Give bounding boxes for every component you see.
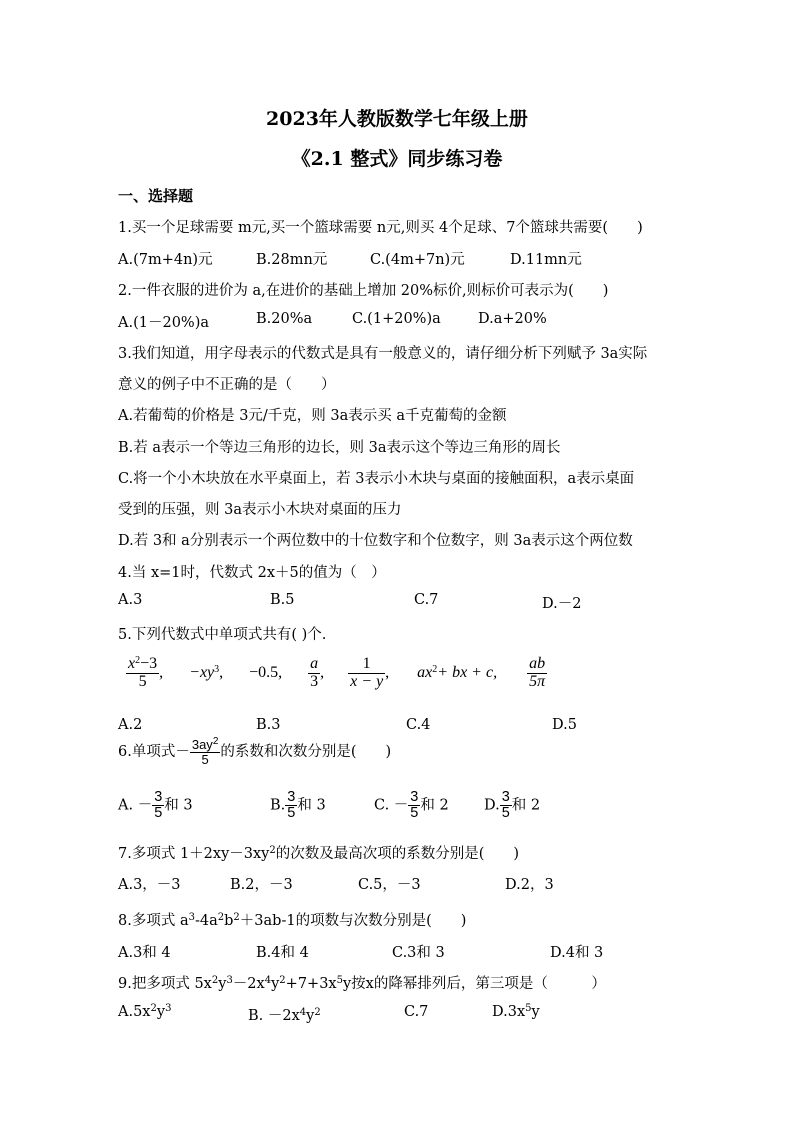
q2-option-a: A.(1－20%)a (118, 315, 209, 331)
q6-option-c: C. － $\frac{3}{5}$ 和 2 (374, 789, 449, 822)
q8-option-b: B.4和 4 (256, 945, 309, 961)
q7-option-b: B.2，－3 (230, 877, 293, 893)
q6-monomial-fraction: $\frac{3ay^2}{5}$ (191, 736, 219, 767)
q5-option-b: B.3 (256, 717, 281, 733)
question-3-line-1: 3.我们知道，用字母表示的代数式是具有一般意义的，请仔细分析下列赋予 3a实际 (118, 346, 648, 362)
q9-option-d: $D.3x^5y$ (492, 1003, 540, 1020)
q4-option-d: D.－2 (542, 596, 582, 612)
q1-option-b: B.28mn元 (256, 252, 328, 268)
q9-option-a: $A.5x^2y^3$ (118, 1003, 172, 1020)
q7-option-c: C.5，－3 (358, 877, 421, 893)
q1-option-a: A.(7m+4n)元 (118, 252, 213, 268)
q1-option-c: C.(4m+7n)元 (370, 252, 465, 268)
q3-option-a: A.若葡萄的价格是 3元/千克，则 3a表示买 a千克葡萄的金额 (118, 408, 507, 424)
q5-option-c: C.4 (406, 717, 431, 733)
q2-option-d: D.a+20% (478, 311, 547, 327)
q1-option-d: D.11mn元 (510, 252, 582, 268)
q4-option-b: B.5 (270, 592, 295, 608)
q3-option-c-line-1: C.将一个小木块放在水平桌面上，若 3表示小木块与桌面的接触面积，a表示桌面 (118, 471, 635, 487)
q2-option-c: C.(1+20%)a (352, 311, 441, 327)
q5-expr-7: $\frac{ab}{5\pi}$ (529, 655, 546, 690)
q8-option-c: C.3和 3 (392, 945, 445, 961)
question-9: 9.把多项式 $5x^2y^3-2x^4y^2+7+3x^5y$按x的降幂排列后，第三项是（ ） (118, 975, 606, 992)
q8-option-a: A.3和 4 (118, 945, 171, 961)
q5-expr-5: $\frac{1}{x - y}$ (350, 655, 384, 690)
question-8: 8.多项式 $a^3-4a^2b^2+3ab-1$的项数与次数分别是( ) (118, 912, 467, 929)
q4-option-a: A.3 (118, 592, 143, 608)
q5-option-a: A.2 (118, 717, 143, 733)
q5-expr-4: $\frac{a}{3}$ (310, 655, 319, 690)
q5-expr-6: $ax^2+$ bx + c, (417, 663, 498, 681)
document-subtitle: 《2.1 整式》同步练习卷 (291, 148, 503, 170)
q8-option-d: D.4和 3 (550, 945, 604, 961)
section-heading: 一、选择题 (118, 187, 194, 205)
q2-option-b: B.20%a (256, 311, 313, 327)
question-3-line-2: 意义的例子中不正确的是（ ） (118, 377, 336, 393)
q5-option-d: D.5 (552, 717, 577, 733)
q7-option-a: A.3，－3 (118, 877, 181, 893)
question-6: 6.单项式－ $\frac{3ay^2}{5}$ 的系数和次数分别是( ) (118, 736, 392, 767)
question-4: 4.当 x=1时，代数式 2x＋5的值为（ ） (118, 565, 386, 581)
document-title: 2023年人教版数学七年级上册 (266, 108, 528, 130)
q3-option-d: D.若 3和 a分别表示一个两位数中的十位数字和个位数字，则 3a表示这个两位数 (118, 533, 633, 549)
q5-expressions: $\frac{x^2-3}{5}$ , $-xy^3$, −0.5, $\frac{a}{3}$ , $\frac{1}{x - y}$ , $ax^2+$ bx + c, $\frac{ab}{5\pi}$ (128, 655, 546, 690)
q6-option-b: B. $\frac{3}{5}$ 和 3 (270, 789, 326, 822)
q7-option-d: D.2，3 (505, 877, 554, 893)
question-5: 5.下列代数式中单项式共有( )个. (118, 627, 327, 643)
q5-expr-3: −0.5, (249, 663, 283, 681)
q3-option-c-line-2: 受到的压强，则 3a表示小木块对桌面的压力 (118, 502, 402, 518)
q5-expr-1: $\frac{x^2-3}{5}$ (128, 655, 158, 690)
q6-option-d: D. $\frac{3}{5}$ 和 2 (484, 789, 541, 822)
question-1: 1.买一个足球需要 m元,买一个篮球需要 n元,则买 4个足球、7个篮球共需要( ) (118, 220, 643, 236)
q5-expr-2: $-xy^3$, (189, 663, 224, 681)
question-2: 2.一件衣服的进价为 a,在进价的基础上增加 20%标价,则标价可表示为( ) (118, 283, 609, 299)
q9-option-c: C.7 (404, 1004, 429, 1020)
q6-option-a: A. － $\frac{3}{5}$ 和 3 (118, 789, 193, 822)
q3-option-b: B.若 a表示一个等边三角形的边长，则 3a表示这个等边三角形的周长 (118, 440, 561, 456)
question-7: 7.多项式 $1+2xy-3xy^2$的次数及最高次项的系数分别是( ) (118, 845, 520, 862)
q9-option-b: B. $-2x^4y^2$ (248, 1007, 321, 1024)
q4-option-c: C.7 (414, 592, 439, 608)
